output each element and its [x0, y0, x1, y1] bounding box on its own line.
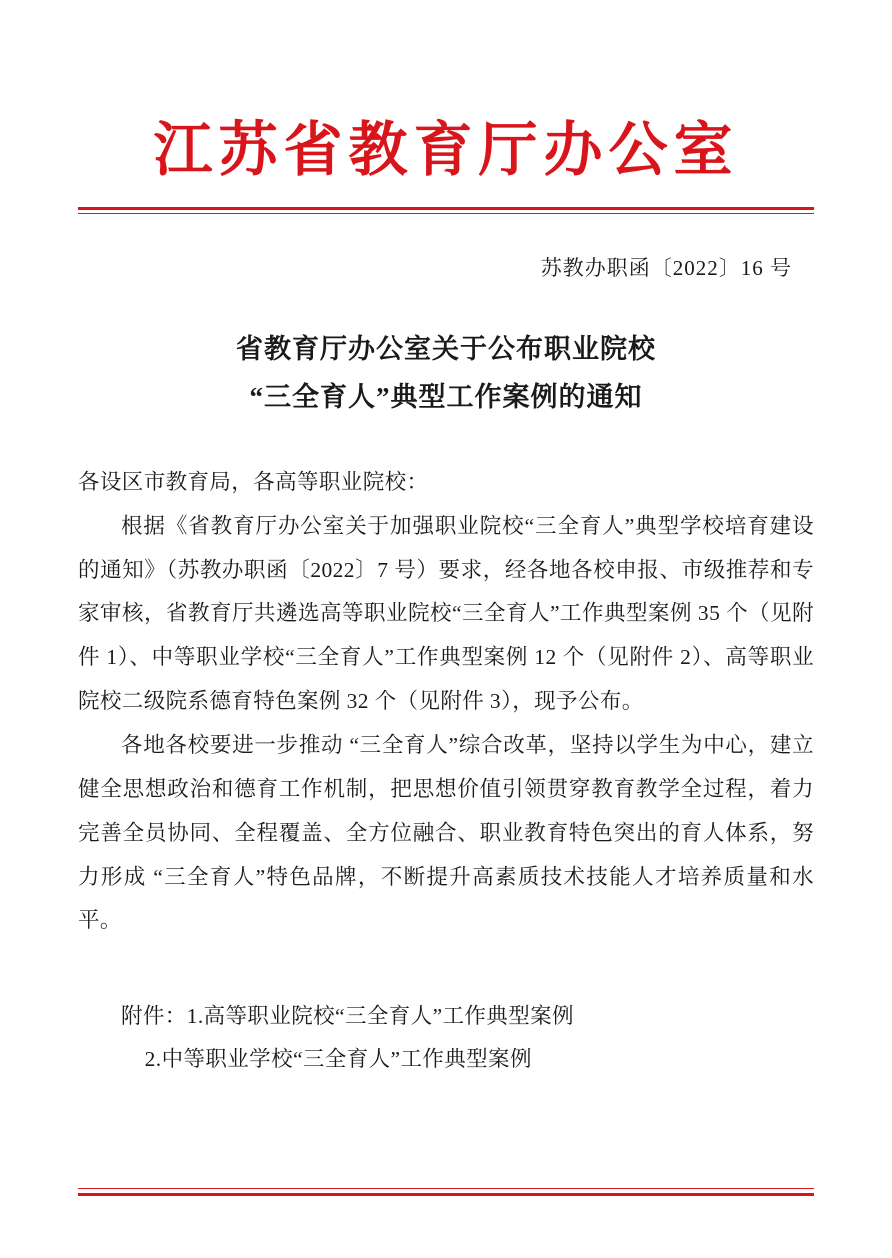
attachment-item-1: 附件：1.高等职业院校“三全育人”工作典型案例 [121, 1004, 574, 1029]
document-number: 苏教办职函〔2022〕16 号 [540, 256, 792, 281]
footer-rule-thin [78, 1188, 814, 1190]
masthead-rule-thick [78, 207, 814, 210]
attachment-list [78, 995, 814, 1081]
document-title-line-1: 省教育厅办公室关于公布职业院校 [236, 334, 656, 365]
body-paragraph-1: 根据《省教育厅办公室关于加强职业院校“三全育人”典型学校培育建设的通知》（苏教办职函〔2022〕7 号）要求，经各地各校申报、市级推荐和专家审核，省教育厅共遴选高等职业院校“三全育人”工作典型案例 35 个（见附件 1）、中等职业学校“三全育人”工作典型案例 12 个（见附件 2）、高等职业院校二级院系德育特色案例 32 个（见附件 3），现予公布。 [78, 513, 814, 714]
masthead-rule-thin [78, 213, 814, 215]
issuing-organization-title: 江苏省教育厅办公室 [153, 117, 739, 183]
document-body [78, 461, 814, 943]
attachment-item-2: 2.中等职业学校“三全育人”工作典型案例 [144, 1047, 532, 1072]
document-title-line-2: “三全育人”典型工作案例的通知 [249, 381, 643, 412]
document-title [78, 326, 814, 421]
salutation: 各设区市教育局，各高等职业院校： [78, 469, 429, 494]
footer-rule-thick [78, 1193, 814, 1196]
body-paragraph-2: 各地各校要进一步推动 “三全育人”综合改革，坚持以学生为中心，建立健全思想政治和德育工作机制，把思想价值引领贯穿教育教学全过程，着力完善全员协同、全程覆盖、全方位融合、职业教育特色突出的育人体系，努力形成 “三全育人”特色品牌，不断提升高素质技术技能人才培养质量和水平。 [78, 733, 814, 933]
masthead [78, 0, 814, 214]
masthead-rule-group [78, 207, 814, 215]
footer-rule-group [78, 1188, 814, 1197]
